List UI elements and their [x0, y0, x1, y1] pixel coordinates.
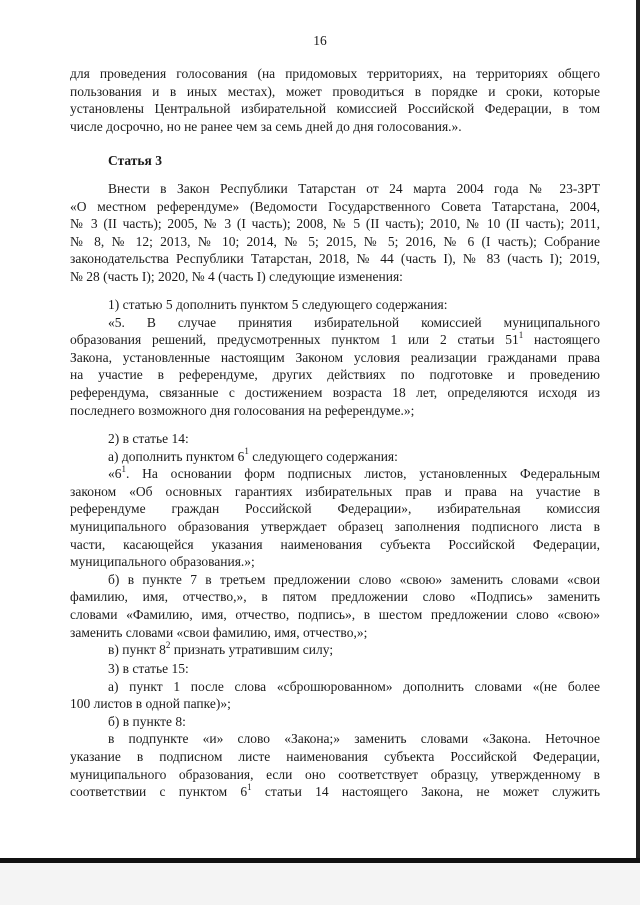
item-3 — [70, 660, 600, 801]
text-fragment: . На основании форм подписных листов, установленных Федеральным — [126, 466, 600, 482]
intro-paragraph — [70, 180, 600, 286]
text-line: Закона, установленные настоящим Законом условия реализации гражданами права — [70, 349, 600, 365]
page-number: 16 — [313, 33, 327, 48]
text-line: Внести в Закон Республики Татарстан от 24 марта 2004 года № 23-ЗРТ — [108, 181, 600, 196]
text-line: муниципального образования утверждает образец заполнения подписного листа в — [70, 518, 600, 534]
text-line: № 8, № 12; 2013, № 10; 2014, № 5; 2015, № 5; 2016, № 6 (I часть); Собрание — [70, 233, 600, 249]
superscript: 1 — [518, 329, 524, 340]
text-line: муниципального образования, если оно соответствует образцу, утвержденному в — [70, 766, 600, 782]
superscript: 2 — [165, 639, 171, 650]
item-2 — [70, 430, 600, 659]
text-line: 100 листов в одной папке)»; — [70, 696, 231, 712]
scan-margin — [0, 863, 640, 905]
text-line: муниципального образования.»; — [70, 554, 255, 570]
text-line: установлены Центральной избирательной комиссией Российской Федерации, в том — [70, 101, 600, 117]
article-heading: Статья 3 — [108, 153, 162, 168]
text-line: на участие в референдуме, других действиях по подготовке и проведению — [70, 367, 600, 383]
text-line — [70, 448, 600, 466]
item-header: 2) в статье 14: — [108, 431, 189, 446]
item-header: 1) статью 5 дополнить пунктом 5 следующего содержания: — [108, 297, 448, 312]
text-fragment: образования решений, предусмотренных пунктом 1 или 2 статьи 51 — [70, 332, 519, 348]
text-fragment: соответствии с пунктом 6 — [70, 784, 248, 800]
text-line: б) в пункте 7 в третьем предложении слово «свою» заменить словами «свои — [108, 571, 600, 587]
item-header: 3) в статье 15: — [108, 661, 189, 676]
text-line: «О местном референдуме» (Ведомости Государственного Совета Татарстана, 2004, — [70, 198, 600, 214]
text-line: для проведения голосования (на придомовых территориях, на территориях общего — [70, 66, 600, 81]
text-line: числе досрочно, но не ранее чем за семь дней до дня голосования.». — [70, 118, 462, 134]
item-1 — [70, 296, 600, 419]
text-fragment: статьи 14 настоящего Закона, не может служить — [251, 784, 600, 800]
text-line: № 28 (часть I); 2020, № 4 (часть I) следующие изменения: — [70, 268, 403, 284]
text-fragment: «6 — [108, 466, 122, 482]
text-line — [70, 783, 600, 801]
text-line: заменить словами «свои фамилию, имя, отчество,»; — [70, 624, 368, 640]
continuation-paragraph — [70, 65, 600, 135]
text-line: словами «Фамилию, имя, отчество, подпись», в шестом предложении слово «свою» — [70, 606, 600, 622]
text-fragment: настоящего — [523, 332, 600, 348]
text-line: а) пункт 1 после слова «сброшюрованном» дополнить словами «(не более — [108, 678, 600, 694]
text-line: пользования и в иных местах), может проводиться в порядке и сроки, которые — [70, 83, 600, 99]
text-line — [70, 465, 600, 483]
text-line: законодательства Республики Татарстан, 2018, № 44 (часть I), № 83 (часть I); 2019, — [70, 251, 600, 267]
text-line: б) в пункте 8: — [108, 713, 186, 729]
text-line — [70, 641, 600, 659]
text-line: «5. В случае принятия избирательной комиссией муниципального — [108, 314, 600, 330]
superscript: 1 — [244, 446, 249, 457]
text-fragment: в) пункт 8 — [108, 642, 166, 658]
text-fragment: следующего содержания: — [248, 448, 398, 464]
text-line: № 3 (II часть); 2005, № 3 (I часть); 2008, № 5 (II часть); 2010, № 10 (II часть); 2011, — [70, 216, 600, 232]
superscript: 1 — [121, 463, 126, 474]
text-line — [70, 331, 600, 349]
text-line: референдума, связанные с достижением возраста 18 лет, определяются исходя из — [70, 384, 600, 400]
text-line: законом «Об основных гарантиях избирательных прав и права на участие в — [70, 483, 600, 499]
text-line: референдуме граждан Российской Федерации», избирательная комиссия — [70, 501, 600, 517]
text-line: последнего возможного дня голосования на референдуме.»; — [70, 402, 415, 418]
text-line: части, касающейся указания наименования субъекта Российской Федерации, — [70, 536, 600, 552]
text-fragment: признать утратившим силу; — [170, 642, 334, 658]
text-line: указание в подписном листе наименования субъекта Российской Федерации, — [70, 748, 600, 764]
text-line: фамилию, имя, отчество,», в пятом предложении слово «Подпись» заменить — [70, 589, 600, 605]
text-fragment: а) дополнить пунктом 6 — [108, 448, 245, 464]
superscript: 1 — [247, 781, 252, 792]
scan-edge-right — [636, 0, 640, 860]
text-line: в подпункте «и» слово «Закона;» заменить словами «Закона. Неточное — [108, 731, 600, 747]
